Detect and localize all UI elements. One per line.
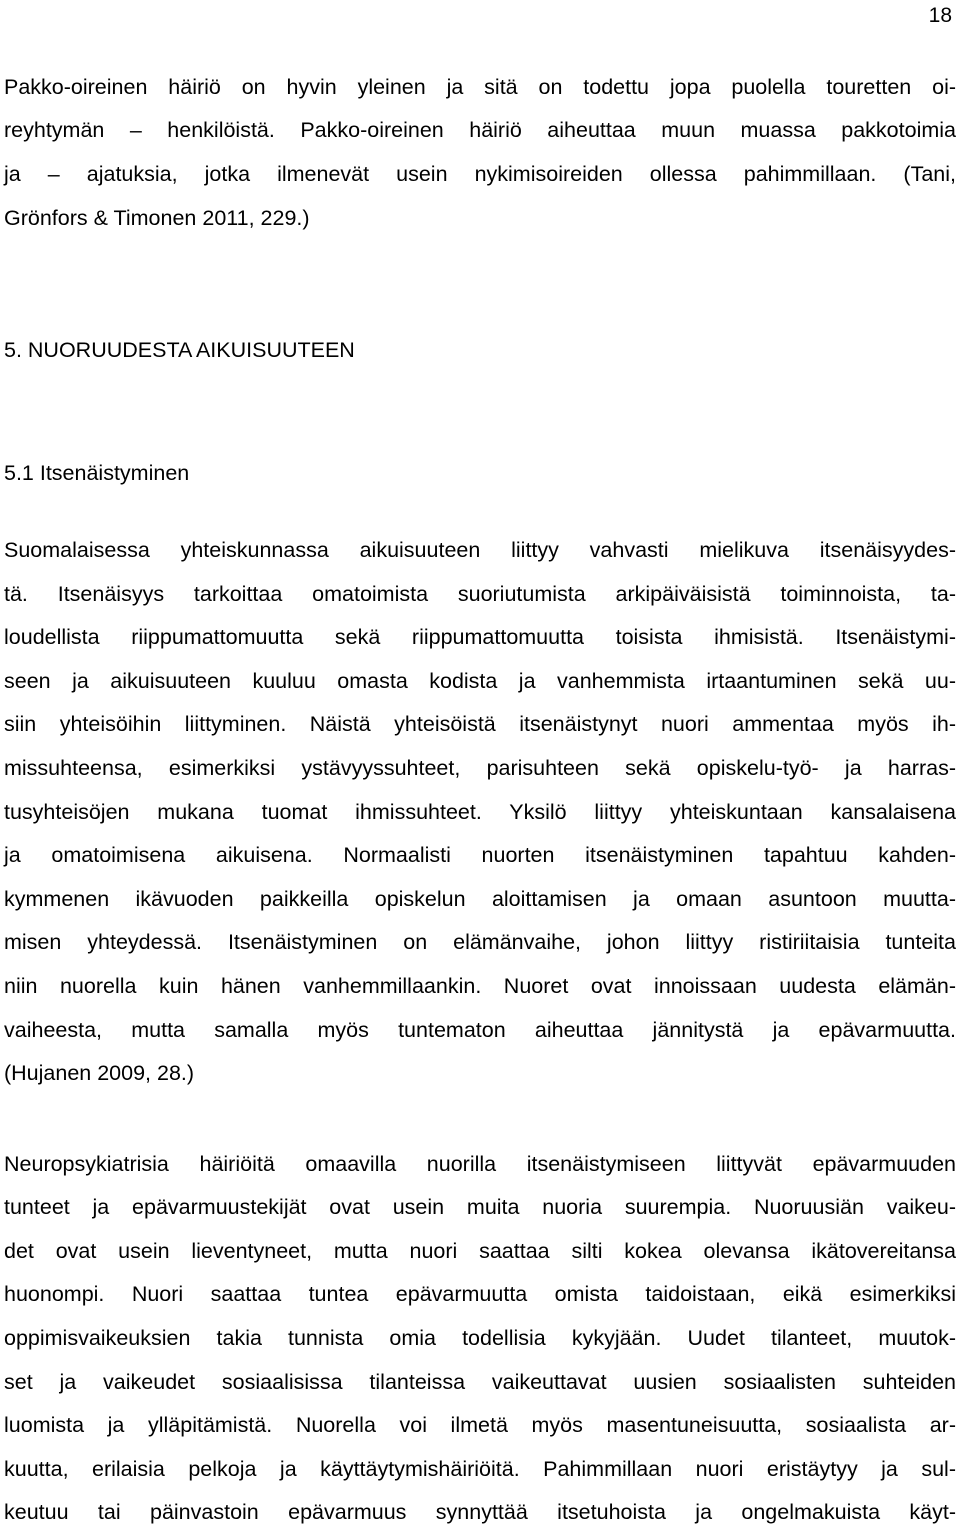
paragraph-line: oppimisvaikeuksien takia tunnista omia todellisia kykyjään. Uudet tilanteet, muutok- [4, 1326, 956, 1350]
paragraph-line: kymmenen ikävuoden paikkeilla opiskelun aloittamisen ja omaan asuntoon muutta- [4, 887, 956, 911]
paragraph-line: huonompi. Nuori saattaa tuntea epävarmuutta omista taidoistaan, eikä esimerkiksi [4, 1282, 956, 1306]
paragraph-line: det ovat usein lieventyneet, mutta nuori saattaa silti kokea olevansa ikätovereitansa [4, 1239, 956, 1263]
paragraph-line: luomista ja ylläpitämistä. Nuorella voi ilmetä myös masentuneisuutta, sosiaalista ar- [4, 1413, 956, 1437]
chapter-heading: 5. NUORUUDESTA AIKUISUUTEEN [4, 338, 355, 362]
paragraph-line: set ja vaikeudet sosiaalisissa tilanteissa vaikeuttavat uusien sosiaalisten suhteiden [4, 1370, 956, 1394]
paragraph-line: siin yhteisöihin liittyminen. Näistä yhteisöistä itsenäistynyt nuori ammentaa myös ih- [4, 712, 956, 736]
section-heading: 5.1 Itsenäistyminen [4, 461, 190, 485]
paragraph-line: tä. Itsenäisyys tarkoittaa omatoimista suoriutumista arkipäiväisistä toiminnoista, ta- [4, 582, 956, 606]
paragraph-line: missuhteensa, esimerkiksi ystävyyssuhteet, parisuhteen sekä opiskelu-työ- ja harras- [4, 756, 956, 780]
paragraph-line: ja omatoimisena aikuisena. Normaalisti nuorten itsenäistyminen tapahtuu kahden- [4, 843, 956, 867]
paragraph-line: Neuropsykiatrisia häiriöitä omaavilla nuorilla itsenäistymiseen liittyvät epävarmuuden [4, 1152, 956, 1176]
paragraph-line: reyhtymän – henkilöistä. Pakko-oireinen häiriö aiheuttaa muun muassa pakkotoimia [4, 118, 956, 142]
paragraph-line: keutuu tai päinvastoin epävarmuus synnyttää itsetuhoista ja ongelmakuista käyt- [4, 1500, 956, 1524]
paragraph-line: tunteet ja epävarmuustekijät ovat usein muita nuoria suurempia. Nuoruusiän vaikeu- [4, 1195, 956, 1219]
paragraph-line: seen ja aikuisuuteen kuuluu omasta kodista ja vanhemmista irtaantuminen sekä uu- [4, 669, 956, 693]
paragraph-line: ja – ajatuksia, jotka ilmenevät usein nykimisoireiden ollessa pahimmillaan. (Tani, [4, 162, 956, 186]
paragraph-line: loudellista riippumattomuutta sekä riippumattomuutta toisista ihmisistä. Itsenäistymi- [4, 625, 956, 649]
paragraph-line: tusyhteisöjen mukana tuomat ihmissuhteet. Yksilö liittyy yhteiskuntaan kansalaisena [4, 800, 956, 824]
paragraph-line: niin nuorella kuin hänen vanhemmillaankin. Nuoret ovat innoissaan uudesta elämän- [4, 974, 956, 998]
paragraph-line: Pakko-oireinen häiriö on hyvin yleinen ja sitä on todettu jopa puolella touretten oi- [4, 75, 956, 99]
paragraph-line: kuutta, erilaisia pelkoja ja käyttäytymishäiriöitä. Pahimmillaan nuori eristäytyy ja sul- [4, 1457, 956, 1481]
paragraph-line: Grönfors & Timonen 2011, 229.) [4, 206, 310, 230]
paragraph-line: misen yhteydessä. Itsenäistyminen on elämänvaihe, johon liittyy ristiriitaisia tunteita [4, 930, 956, 954]
page-number: 18 [928, 4, 952, 27]
paragraph-line: (Hujanen 2009, 28.) [4, 1061, 195, 1085]
paragraph-line: Suomalaisessa yhteiskunnassa aikuisuuteen liittyy vahvasti mielikuva itsenäisyydes- [4, 538, 956, 562]
paragraph-line: vaiheesta, mutta samalla myös tuntematon aiheuttaa jännitystä ja epävarmuutta. [4, 1018, 956, 1042]
